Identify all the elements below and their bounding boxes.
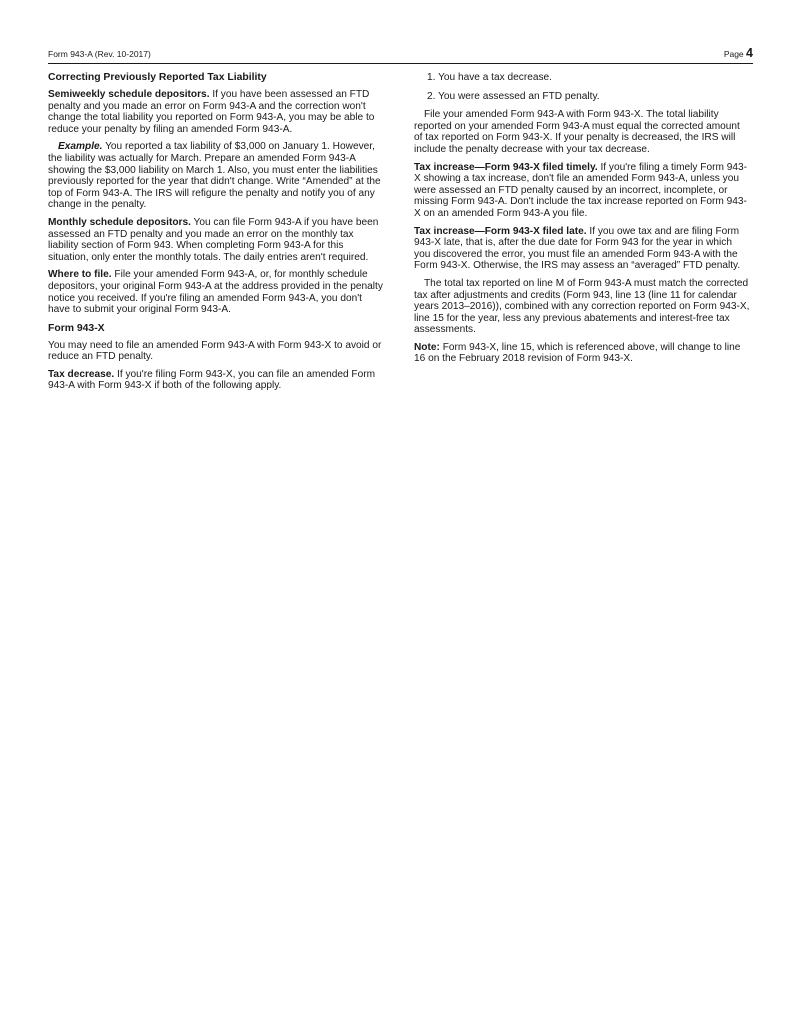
left-column [48,72,384,398]
lead-example: Example. [58,141,103,153]
page-number: 4 [746,46,753,60]
lead-note: Note: [414,341,440,353]
text-decrease: If you're filing Form 943-X, you can file an amended Form 943-A with Form 943-X if both of the following apply. [48,368,376,392]
text-semiweekly: If you have been assessed an FTD penalty and you made an error on Form 943-A and the correction won't change the total liability you reported on Form 943-A, you may be able to reduce your penalty by filing an amended Form 943-A. [48,89,375,135]
text-increase-timely: If you're filing a timely Form 943-X showing a tax increase, don't file an amended Form 943-A, unless you were assessed an FTD penalty caused by an incorrect, incomplete, or missing Form 943-A. Don't include the tax increase reported on Form 943-X on an amended Form 943-A you file. [414,161,747,219]
heading-form-943x: Form 943-X [48,322,105,334]
text-note: Form 943-X, line 15, which is referenced above, will change to line 16 on the February 2018 revision of Form 943-X. [414,341,741,365]
lead-decrease: Tax decrease. [48,368,115,380]
para-note [414,342,750,365]
lead-increase-late: Tax increase—Form 943-X filed late. [414,225,587,237]
text-where: File your amended Form 943-A, or, for monthly schedule depositors, your original Form 943-A at the address provided in the penalty notice you received. If you're filing an amended Form 943-A, you don't have to submit your original Form 943-A. [48,269,383,316]
lead-semiweekly: Semiweekly schedule depositors. [48,89,210,100]
text-example: You reported a tax liability of $3,000 on January 1. However, the liability was actually for March. Prepare an amended Form 943-A showing the $3,000 liability on March 1. Also, you must enter the liabilities previously reported for the year that didn't change. Write “Amended” at the top of Form 943-A. The IRS will refigure the penalty and notify you of any change in the penalty. [48,141,381,211]
para-increase-late [414,226,750,272]
para-increase-timely [414,162,750,220]
para-semiweekly-depositors [48,89,384,135]
para-form-943x: You may need to file an amended Form 943-A with Form 943-X to avoid or reduce an FTD penalty. [48,339,382,363]
lead-where: Where to file. [48,269,112,281]
page-number-label [724,46,753,60]
para-where-to-file [48,269,384,315]
para-example [48,141,384,211]
form-revision-label: Form 943-A (Rev. 10-2017) [48,49,151,59]
page-word: Page [723,49,744,59]
header-rule [48,63,753,64]
list-item-ftd-penalty: 2. You were assessed an FTD penalty. [427,90,600,102]
text-monthly: You can file Form 943-A if you have been assessed an FTD penalty and you made an error on the monthly tax liability section of Form 943. When completing Form 943-A for this situation, only enter the monthly totals. The daily entries aren't required. [48,216,379,263]
para-file-amended: File your amended Form 943-A with Form 943-X. The total liability reported on your amended Form 943-A must equal the corrected amount of tax reported on Form 943-X. If your penalty is decreased, the IRS will include the penalty decrease with your tax decrease. [414,109,740,155]
heading-correcting-liability: Correcting Previously Reported Tax Liability [48,72,267,83]
lead-increase-timely: Tax increase—Form 943-X filed timely. [414,161,598,173]
page-header [48,46,753,62]
text-increase-late: If you owe tax and are filing Form 943-X late, that is, after the due date for Form 943 for the year in which you discovered the error, you must file an amended Form 943-A with the Form 943-X. Otherwise, the IRS may assess an “averaged” FTD penalty. [414,225,741,272]
para-monthly-depositors [48,217,384,263]
lead-monthly: Monthly schedule depositors. [48,216,191,228]
right-column [414,72,750,371]
para-tax-decrease [48,369,384,392]
list-item-tax-decrease: 1. You have a tax decrease. [427,72,552,83]
para-total-tax: The total tax reported on line M of Form 943-A must match the corrected tax after adjustments and credits (Form 943, line 13 (line 11 for calendar years 2013–2016)), combined with any correction reported on Form 943-X, line 15 for the year, less any previous abatements and interest-free tax assessments. [414,277,750,336]
